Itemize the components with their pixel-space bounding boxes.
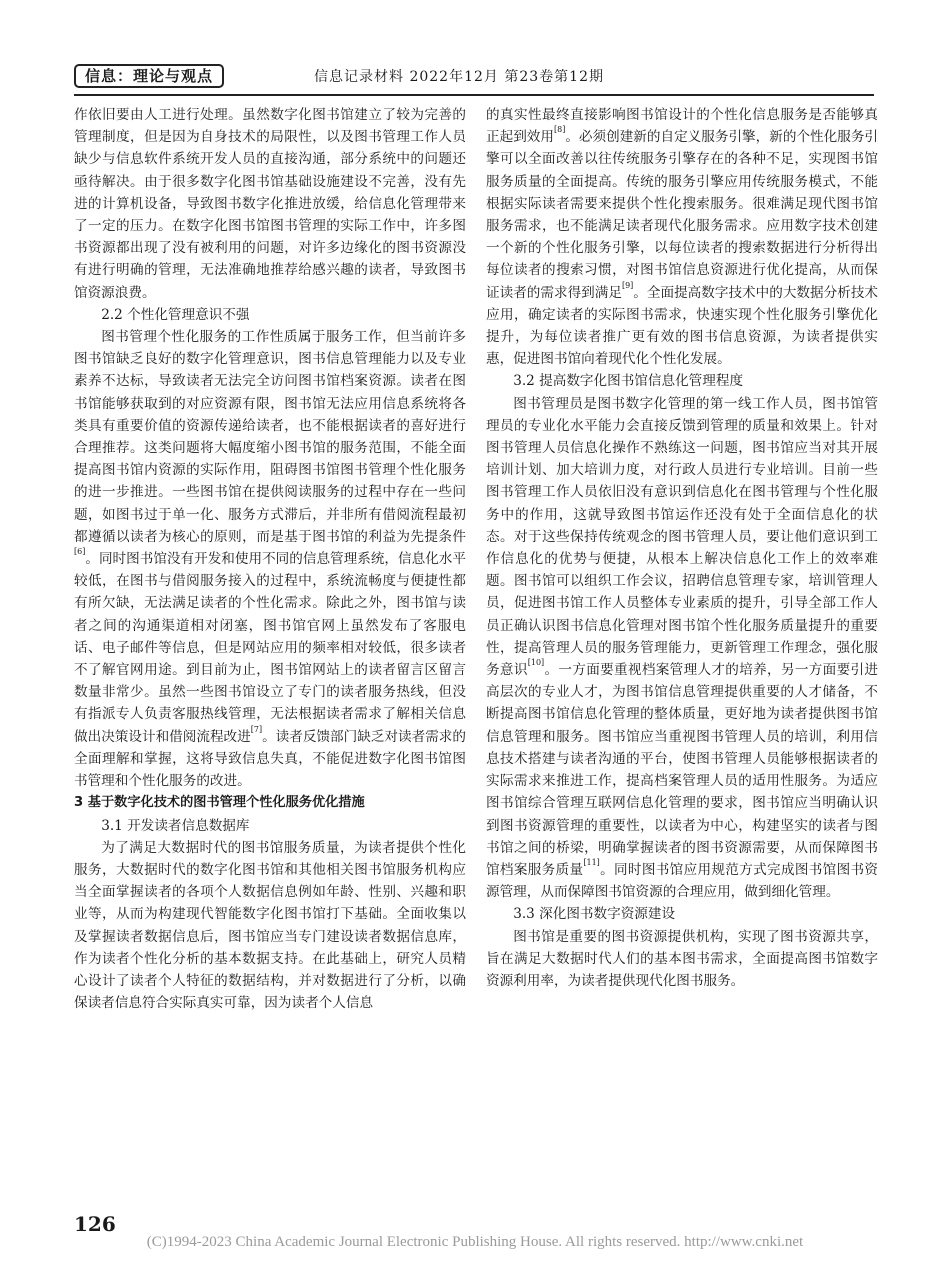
section-heading-3: 3 基于数字化技术的图书管理个性化服务优化措施 — [74, 795, 365, 811]
paragraph: 作依旧要由人工进行处理。虽然数字化图书馆建立了较为完善的管理制度，但是因为自身技术的局限性，以及图书管理工作人员缺少与信息软件系统开发人员的直接沟通，部分系统中的问题还亟待解决。由于很多数字化图书馆基础设施建设不完善，没有先进的计算机设备，导致图书数字化推进放缓，给信息化管理带来了一定的压力。在数字化图书馆图书管理的实际工作中，许多图书资源都出现了没有被利用的问题，对许多边缘化的图书资源没有进行明确的管理，无法准确地推荐给感兴趣的读者，导致图书馆资源浪费。 — [74, 107, 466, 301]
subsection-heading-2-2: 2.2 个性化管理意识不强 — [101, 306, 250, 323]
citation-9[interactable]: [9] — [621, 280, 634, 290]
text-span: 。同时图书馆应用规范方式完成图书馆图书资源管理，从而保障图书馆资源的合理应用，做到细化管理。 — [486, 861, 879, 901]
text-span: 。同时图书馆没有开发和使用不同的信息管理系统，信息化水平较低，在图书与借阅服务接入的过程中，系统流畅度与便捷性都有所欠缺，无法满足读者的个性化需求。除此之外，图书馆与读者之间的沟通渠道相对闭塞，图书馆官网上虽然发布了客服电话、电子邮件等信息，但是网站应用的频率相对较低，很多读者不了解官网用途。到目前为止，图书馆网站上的读者留言区留言数量非常少。虽然一些图书馆设立了专门的读者服务热线，但没有指派专人负责客服热线管理，无法根据读者需求了解相关信息做出决策设计和借阅流程改进 — [74, 551, 466, 745]
citation-8[interactable]: [8] — [553, 125, 566, 135]
left-column — [74, 104, 466, 1014]
citation-11[interactable]: [11] — [583, 857, 600, 867]
header-rule — [74, 94, 874, 96]
citation-10[interactable]: [10] — [527, 658, 545, 668]
text-span: 图书管理员是图书数字化管理的第一线工作人员，图书馆管理员的专业化水平能力会直接反馈到管理的质量和效果上。针对图书管理人员信息化操作不熟练这一问题，图书馆应当对其开展培训计划、加大培训力度，对行政人员进行专业培训。目前一些图书管理工作人员依旧没有意识到信息化在图书管理与个性化服务中的作用，这就导致图书馆运作还没有处于全面信息化的状态。对于这些保持传统观念的图书管理人员，要让他们意识到工作信息化的优势与便捷，从根本上解决信息化工作上的效率难题。图书馆可以组织工作会议，招聘信息管理专家，培训管理人员，促进图书馆工作人员整体专业素质的提升，引导全部工作人员正确认识图书信息化管理对图书馆个性化服务质量提升的重要性，提高管理人员的服务管理能力，更新管理工作理念，强化服务意识 — [486, 395, 878, 679]
running-header — [74, 64, 874, 92]
journal-info: 信息记录材料 2022年12月 第23卷第12期 — [314, 69, 604, 85]
text-span: 。必须创建新的自定义服务引擎，新的个性化服务引擎可以全面改善以往传统服务引擎存在的各种不足，实现图书馆服务质量的全面提高。传统的服务引擎应用传统服务模式，不能根据实际读者需要来提供个性化搜索服务。很难满足现代图书馆服务需求，也不能满足读者现代化服务需求。应用数字技术创建一个新的个性化服务引擎，以每位读者的搜索数据进行分析得出每位读者的搜索习惯，对图书馆信息资源进行优化提高，从而保证读者的需求得到满足 — [486, 129, 879, 301]
paragraph: 为了满足大数据时代的图书馆服务质量，为读者提供个性化服务，大数据时代的数字化图书馆和其他相关图书馆服务机构应当全面掌握读者的各项个人数据信息例如年龄、性别、兴趣和职业等，从而为构建现代智能数字化图书馆打下基础。全面收集以及掌握读者数据信息后，图书馆应当专门建设读者数据信息库，作为读者个性化分析的基本数据支持。在此基础上，研究人员精心设计了读者个人特征的数据结构，并对数据进行了分析，以确保读者信息符合实际真实可靠，因为读者个人信息 — [74, 839, 466, 1012]
paragraph — [74, 326, 466, 792]
text-span: 。一方面要重视档案管理人才的培养，另一方面要引进高层次的专业人才，为图书馆信息管理提供重要的人才储备，不断提高图书馆信息化管理的整体质量，更好地为读者提供图书馆信息管理和服务。图书馆应当重视图书管理人员的培训，利用信息技术搭建与读者沟通的平台，使图书管理人员能够根据读者的实际需求来推进工作，提高档案管理人员的适用性服务。为适应图书馆综合管理互联网信息化管理的要求，图书馆应当明确认识到图书资源管理的重要性，以读者为中心，构建坚实的读者与图书馆之间的桥梁，明确掌握读者的图书资源需要，从而保障图书馆档案服务质量 — [486, 662, 879, 878]
copyright-footer: (C)1994-2023 China Academic Journal Electronic Publishing House. All rights reserved. http://www.cnki.net — [146, 1234, 804, 1250]
subsection-heading-3-1: 3.1 开发读者信息数据库 — [101, 817, 250, 834]
page-number: 126 — [74, 1212, 116, 1236]
right-column — [486, 104, 878, 992]
paragraph — [486, 393, 878, 904]
text-span: 的真实性最终直接影响图书馆设计的个性化信息服务是否能够真正起到效用 — [486, 107, 878, 146]
subsection-heading-3-2: 3.2 提高数字化图书馆信息化管理程度 — [513, 373, 744, 390]
citation-7[interactable]: [7] — [250, 724, 263, 734]
citation-6[interactable]: [6] — [74, 547, 86, 557]
text-span: 。全面提高数字技术中的大数据分析技术应用，确定读者的实际图书需求，快速实现个性化服务引擎优化提升，为每位读者推广更有效的图书信息资源，为读者提供实惠，促进图书馆向着现代化个性化发展。 — [486, 284, 879, 368]
text-span: 。读者反馈部门缺乏对读者需求的全面理解和掌握，这将导致信息失真，不能促进数字化图书馆图书管理和个性化服务的改进。 — [74, 728, 466, 790]
paragraph — [486, 104, 878, 370]
text-span: 图书管理个性化服务的工作性质属于服务工作，但当前许多图书馆缺乏良好的数字化管理意识，图书信息管理能力以及专业素养不达标，导致读者无法完全访问图书馆档案资源。读者在图书馆能够获取到的对应资源有限，图书馆无法应用信息系统将各类具有重要价值的资源传递给读者，也不能根据读者的喜好进行合理推荐。这类问题将大幅度缩小图书馆的服务范围，不能全面提高图书馆内资源的实际作用，阻碍图书馆图书管理个性化服务的进一步推进。一些图书馆在提供阅读服务的过程中存在一些问题，如图书过于单一化、服务方式滞后，并非所有借阅流程最初都遵循以读者为核心的原则，而是基于图书馆的利益为先提条件 — [74, 329, 466, 545]
section-badge: 信息：理论与观点 — [74, 64, 224, 88]
paragraph: 图书馆是重要的图书资源提供机构，实现了图书资源共享，旨在满足大数据时代人们的基本图书需求，全面提高图书馆数字资源利用率，为读者提供现代化图书服务。 — [486, 928, 878, 989]
subsection-heading-3-3: 3.3 深化图书数字资源建设 — [513, 906, 676, 923]
